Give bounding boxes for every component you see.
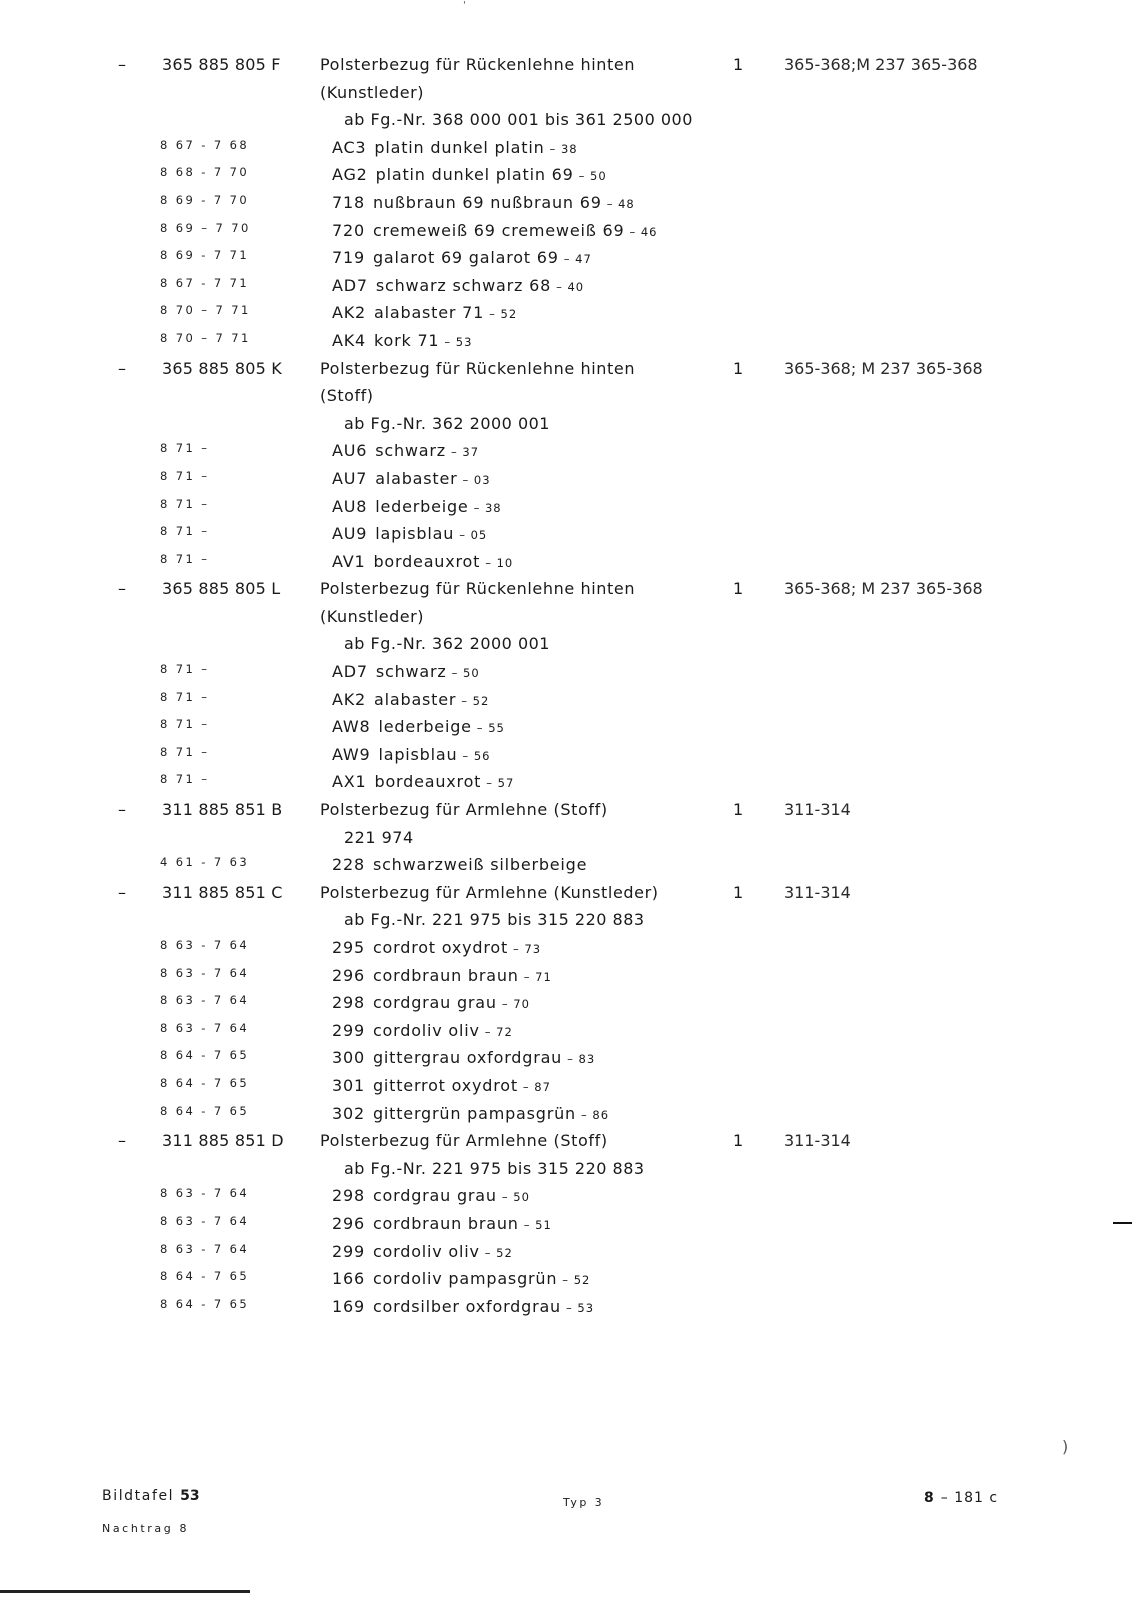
color-name: cordbraun braun	[372, 965, 519, 985]
color-variant-row	[100, 687, 1000, 715]
color-name: cordsilber oxfordgrau	[372, 1296, 562, 1316]
color-variant	[332, 1242, 513, 1261]
color-suffix-number: – 52	[461, 693, 490, 708]
color-code: 719	[332, 248, 365, 268]
color-name: cordoliv oliv	[372, 1241, 480, 1261]
part-quantity: 1	[733, 1131, 744, 1151]
color-code: 302	[332, 1103, 365, 1123]
footer-plate	[102, 1488, 200, 1504]
part-dash: –	[118, 800, 126, 820]
color-name: schwarz	[375, 441, 446, 461]
part-quantity: 1	[733, 358, 744, 378]
color-code: 718	[332, 192, 365, 212]
color-variant	[332, 165, 607, 184]
color-name: lederbeige	[375, 496, 469, 516]
part-row	[100, 797, 1000, 825]
description-continuation-row	[100, 80, 1000, 108]
color-name: kork 71	[374, 330, 440, 350]
description-continuation-row	[100, 1156, 1000, 1184]
footer-supplement: Nachtrag 8	[102, 1522, 190, 1535]
color-variant-row	[100, 1239, 1000, 1267]
validity-date: 4 61 - 7 63	[160, 855, 250, 870]
color-name: alabaster	[374, 689, 457, 709]
color-code: AU6	[332, 441, 368, 461]
color-variant-row	[100, 935, 1000, 963]
part-models: 311-314	[784, 800, 851, 820]
color-name: cremeweiß 69 cremeweiß 69	[372, 220, 625, 240]
validity-date: 8 71 –	[160, 662, 210, 677]
description-continuation: ab Fg.-Nr. 362 2000 001	[344, 413, 550, 433]
color-code: AK4	[332, 330, 367, 350]
description-continuation: ab Fg.-Nr. 221 975 bis 315 220 883	[344, 910, 645, 930]
color-variant	[332, 331, 472, 350]
color-variant-row	[100, 245, 1000, 273]
validity-date: 8 67 - 7 68	[160, 137, 250, 152]
color-suffix-number: – 50	[501, 1190, 530, 1205]
color-variant	[332, 441, 479, 460]
color-code: AX1	[332, 772, 367, 792]
part-row	[100, 52, 1000, 80]
color-name: alabaster 71	[374, 303, 485, 323]
description-continuation-row	[100, 383, 1000, 411]
validity-date: 8 69 - 7 71	[160, 248, 250, 263]
color-name: cordgrau grau	[372, 1186, 497, 1206]
color-suffix-number: – 73	[513, 942, 542, 956]
color-code: 300	[332, 1048, 365, 1068]
footer-page-number	[924, 1490, 998, 1506]
validity-date: 8 64 - 7 65	[160, 1269, 250, 1284]
color-variant	[332, 938, 541, 957]
footer-plate-label: Bildtafel	[102, 1488, 175, 1504]
color-suffix-number: – 52	[484, 1245, 513, 1260]
validity-date: 8 71 –	[160, 496, 210, 511]
part-quantity: 1	[733, 882, 744, 902]
part-number: 311 885 851 C	[162, 882, 283, 902]
color-suffix-number: – 51	[523, 1217, 552, 1232]
color-variant	[332, 772, 514, 791]
part-row	[100, 880, 1000, 908]
color-name: cordoliv pampasgrün	[372, 1269, 558, 1289]
color-variant	[332, 469, 491, 488]
validity-date: 8 64 - 7 65	[160, 1296, 250, 1311]
color-code: 720	[332, 220, 365, 240]
color-variant-row	[100, 1211, 1000, 1239]
part-number: 365 885 805 F	[162, 55, 281, 74]
part-quantity: 1	[733, 800, 744, 820]
description-continuation-row	[100, 825, 1000, 853]
color-code: AU8	[332, 496, 368, 516]
color-variant	[332, 1104, 609, 1123]
color-suffix-number: – 38	[549, 141, 578, 156]
validity-date: 8 70 – 7 71	[160, 330, 251, 345]
validity-date: 8 64 - 7 65	[160, 1048, 250, 1063]
bottom-scan-bar	[0, 1590, 250, 1593]
color-code: 301	[332, 1075, 365, 1095]
part-models: 365-368;M 237 365-368	[784, 55, 978, 74]
color-name: lederbeige	[378, 717, 472, 737]
color-code: 299	[332, 1241, 365, 1261]
description-continuation-row	[100, 107, 1000, 135]
color-code: 296	[332, 1213, 365, 1233]
part-models: 365-368; M 237 365-368	[784, 358, 983, 378]
footer-page-prefix: 8	[924, 1490, 935, 1506]
color-code: 298	[332, 1186, 365, 1206]
color-name: cordbraun braun	[372, 1213, 519, 1233]
color-name: lapisblau	[378, 744, 458, 764]
color-variant	[332, 1048, 595, 1067]
color-name: gitterrot oxydrot	[372, 1075, 518, 1095]
color-suffix-number: – 05	[459, 528, 488, 543]
color-suffix-number: – 86	[581, 1107, 610, 1122]
color-variant-row	[100, 135, 1000, 163]
validity-date: 8 63 - 7 64	[160, 1241, 250, 1256]
description-continuation-row	[100, 631, 1000, 659]
color-variant	[332, 193, 635, 212]
color-name: bordeauxrot	[374, 772, 482, 792]
color-name: gittergrün pampasgrün	[372, 1103, 577, 1123]
part-quantity: 1	[733, 55, 744, 74]
color-suffix-number: – 03	[462, 472, 491, 487]
color-variant-row	[100, 273, 1000, 301]
validity-date: 8 63 - 7 64	[160, 993, 250, 1008]
color-name: galarot 69 galarot 69	[372, 248, 559, 268]
color-code: 166	[332, 1269, 365, 1289]
color-code: AU9	[332, 524, 368, 544]
color-name: schwarz schwarz 68	[375, 275, 552, 295]
color-code: AU7	[332, 468, 368, 488]
color-variant	[332, 303, 517, 322]
part-dash: –	[118, 1131, 126, 1151]
color-variant-row	[100, 742, 1000, 770]
part-row	[100, 1128, 1000, 1156]
color-variant-row	[100, 328, 1000, 356]
color-variant	[332, 717, 505, 736]
color-variant-row	[100, 162, 1000, 190]
description-continuation-row	[100, 604, 1000, 632]
color-variant	[332, 1021, 513, 1040]
part-quantity: 1	[733, 579, 744, 599]
description-continuation: (Kunstleder)	[320, 82, 424, 102]
color-name: gittergrau oxfordgrau	[372, 1048, 563, 1068]
color-variant	[332, 248, 592, 267]
color-code: 299	[332, 1020, 365, 1040]
color-variant-row	[100, 494, 1000, 522]
color-name: bordeauxrot	[373, 551, 481, 571]
validity-date: 8 71 –	[160, 689, 210, 704]
part-description: Polsterbezug für Rückenlehne hinten	[320, 55, 636, 74]
validity-date: 8 70 – 7 71	[160, 303, 251, 318]
color-variant-row	[100, 1018, 1000, 1046]
validity-date: 8 71 –	[160, 524, 210, 539]
part-number: 365 885 805 K	[162, 358, 282, 378]
footer-page-suffix: – 181 c	[940, 1490, 999, 1506]
color-code: AK2	[332, 303, 367, 323]
color-variant-row	[100, 1294, 1000, 1322]
color-name: platin dunkel platin 69	[375, 165, 574, 185]
color-variant-row	[100, 659, 1000, 687]
color-code: 169	[332, 1296, 365, 1316]
color-suffix-number: – 48	[606, 196, 635, 211]
color-variant-row	[100, 1045, 1000, 1073]
description-continuation: ab Fg.-Nr. 221 975 bis 315 220 883	[344, 1158, 645, 1178]
parts-list	[100, 52, 1000, 1321]
validity-date: 8 71 –	[160, 441, 210, 456]
color-suffix-number: – 53	[444, 334, 473, 349]
color-variant-row	[100, 190, 1000, 218]
color-variant	[332, 966, 552, 985]
part-number: 365 885 805 L	[162, 579, 281, 599]
part-row	[100, 576, 1000, 604]
color-variant	[332, 690, 489, 709]
validity-date: 8 69 – 7 70	[160, 220, 251, 235]
description-continuation: ab Fg.-Nr. 362 2000 001	[344, 634, 550, 654]
color-suffix-number: – 71	[523, 969, 552, 984]
color-code: 228	[332, 855, 365, 875]
color-suffix-number: – 40	[556, 279, 585, 294]
color-variant	[332, 1186, 530, 1205]
part-description: Polsterbezug für Armlehne (Kunstleder)	[320, 882, 659, 902]
color-suffix-number: – 87	[522, 1079, 551, 1094]
color-variant-row	[100, 769, 1000, 797]
color-code: AK2	[332, 689, 367, 709]
color-suffix-number: – 56	[462, 748, 491, 763]
color-suffix-number: – 53	[566, 1300, 595, 1315]
color-name: alabaster	[375, 468, 458, 488]
color-variant	[332, 524, 487, 543]
color-name: lapisblau	[375, 524, 455, 544]
part-number: 311 885 851 D	[162, 1131, 284, 1151]
color-variant-row	[100, 466, 1000, 494]
color-variant-row	[100, 549, 1000, 577]
part-row	[100, 356, 1000, 384]
part-dash: –	[118, 55, 126, 74]
color-suffix-number: – 38	[473, 500, 502, 515]
part-description: Polsterbezug für Armlehne (Stoff)	[320, 1131, 608, 1151]
color-suffix-number: – 52	[562, 1273, 591, 1288]
edge-parenthesis: )	[1062, 1437, 1069, 1456]
color-variant-row	[100, 1073, 1000, 1101]
color-variant-row	[100, 521, 1000, 549]
part-models: 365-368; M 237 365-368	[784, 579, 983, 599]
color-code: AC3	[332, 137, 367, 157]
color-suffix-number: – 10	[485, 555, 514, 570]
description-continuation: ab Fg.-Nr. 368 000 001 bis 361 2500 000	[344, 110, 693, 130]
color-code: AG2	[332, 165, 368, 185]
validity-date: 8 71 –	[160, 717, 210, 732]
color-suffix-number: – 55	[476, 721, 505, 736]
validity-date: 8 63 - 7 64	[160, 965, 250, 980]
description-continuation: (Stoff)	[320, 386, 374, 406]
part-dash: –	[118, 882, 126, 902]
color-name: cordoliv oliv	[372, 1020, 480, 1040]
color-variant-row	[100, 438, 1000, 466]
color-suffix-number: – 72	[484, 1024, 513, 1039]
color-variant-row	[100, 300, 1000, 328]
validity-date: 8 64 - 7 65	[160, 1075, 250, 1090]
color-code: AV1	[332, 551, 366, 571]
validity-date: 8 71 –	[160, 772, 210, 787]
description-continuation-row	[100, 411, 1000, 439]
color-suffix-number: – 57	[486, 776, 515, 791]
color-code: AD7	[332, 662, 368, 682]
validity-date: 8 64 - 7 65	[160, 1103, 250, 1118]
footer-plate-number: 53	[180, 1488, 200, 1504]
color-code: AD7	[332, 275, 368, 295]
color-variant-row	[100, 218, 1000, 246]
validity-date: 8 63 - 7 64	[160, 1020, 250, 1035]
validity-date: 8 71 –	[160, 744, 210, 759]
color-variant	[332, 993, 530, 1012]
color-suffix-number: – 46	[629, 224, 658, 239]
top-tick-mark: '	[463, 0, 466, 11]
validity-date: 8 67 - 7 71	[160, 275, 250, 290]
color-variant	[332, 138, 578, 157]
color-name: nußbraun 69 nußbraun 69	[372, 192, 602, 212]
color-code: 298	[332, 993, 365, 1013]
part-models: 311-314	[784, 1131, 851, 1151]
description-continuation: 221 974	[344, 827, 414, 847]
color-variant	[332, 497, 502, 516]
description-continuation: (Kunstleder)	[320, 606, 424, 626]
color-code: AW8	[332, 717, 371, 737]
color-variant	[332, 221, 657, 240]
color-name: platin dunkel platin	[374, 137, 545, 157]
color-variant	[332, 662, 480, 681]
color-variant	[332, 552, 513, 571]
color-suffix-number: – 50	[578, 169, 607, 184]
color-name: schwarzweiß silberbeige	[372, 855, 588, 875]
part-models: 311-314	[784, 882, 851, 902]
color-variant-row	[100, 714, 1000, 742]
color-suffix-number: – 52	[489, 307, 518, 322]
footer-type: Typ 3	[563, 1496, 604, 1509]
validity-date: 8 71 –	[160, 551, 210, 566]
color-code: 296	[332, 965, 365, 985]
validity-date: 8 69 - 7 70	[160, 192, 250, 207]
color-variant	[332, 745, 490, 764]
validity-date: 8 71 –	[160, 468, 210, 483]
color-variant	[332, 855, 592, 874]
color-variant	[332, 276, 584, 295]
description-continuation-row	[100, 907, 1000, 935]
part-description: Polsterbezug für Rückenlehne hinten	[320, 358, 636, 378]
color-variant-row	[100, 1101, 1000, 1129]
validity-date: 8 68 - 7 70	[160, 165, 250, 180]
part-number: 311 885 851 B	[162, 800, 283, 820]
part-description: Polsterbezug für Armlehne (Stoff)	[320, 800, 608, 820]
color-suffix-number: – 47	[563, 252, 592, 267]
color-name: schwarz	[375, 662, 447, 682]
color-variant-row	[100, 1266, 1000, 1294]
validity-date: 8 63 - 7 64	[160, 1213, 250, 1228]
color-name: cordgrau grau	[372, 993, 497, 1013]
color-variant-row	[100, 963, 1000, 991]
color-variant-row	[100, 990, 1000, 1018]
color-name: cordrot oxydrot	[372, 938, 509, 957]
part-dash: –	[118, 358, 126, 378]
color-suffix-number: – 37	[451, 445, 480, 460]
color-suffix-number: – 50	[451, 666, 480, 681]
color-variant	[332, 1269, 590, 1288]
validity-date: 8 63 - 7 64	[160, 1186, 250, 1201]
part-description: Polsterbezug für Rückenlehne hinten	[320, 579, 636, 599]
color-code: AW9	[332, 744, 371, 764]
color-code: 295	[332, 938, 365, 957]
color-variant-row	[100, 1183, 1000, 1211]
color-variant	[332, 1214, 552, 1233]
color-variant-row	[100, 852, 1000, 880]
validity-date: 8 63 - 7 64	[160, 938, 250, 952]
color-suffix-number: – 83	[567, 1052, 596, 1067]
color-variant	[332, 1297, 594, 1316]
color-variant	[332, 1076, 551, 1095]
edge-marker	[1113, 1222, 1132, 1224]
color-suffix-number: – 70	[501, 997, 530, 1012]
part-dash: –	[118, 579, 126, 599]
